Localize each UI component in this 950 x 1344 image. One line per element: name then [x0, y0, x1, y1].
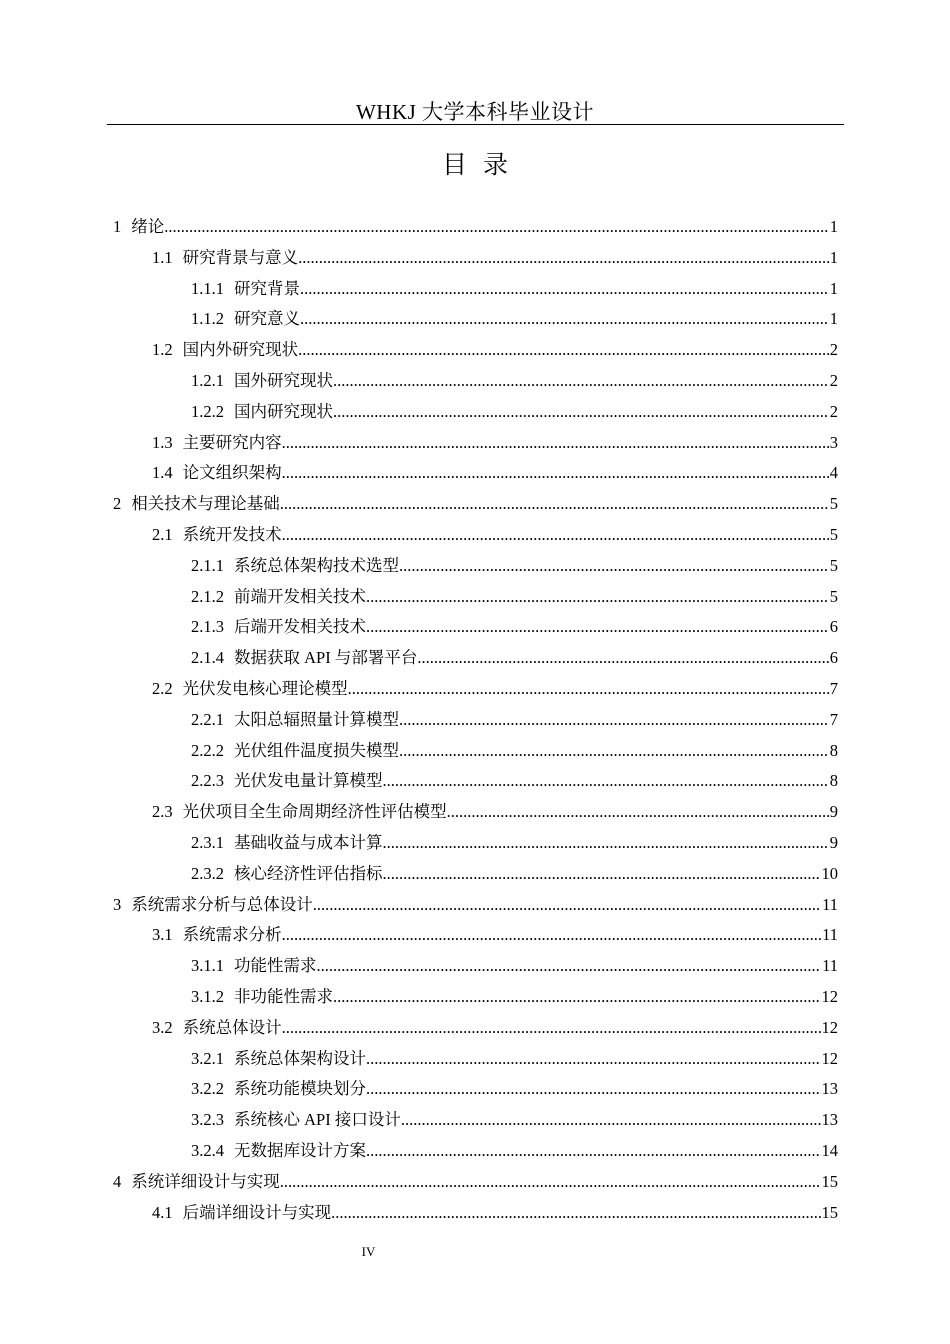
toc-entry-number: 3.2.4 [191, 1141, 224, 1160]
toc-entry-page: 15 [821, 1171, 838, 1191]
toc-entry[interactable] [191, 613, 838, 644]
toc-entry-number: 1.1.2 [191, 309, 224, 329]
toc-entry[interactable] [152, 244, 838, 275]
toc-entry-page: 13 [821, 1079, 838, 1099]
toc-entry-page: 13 [821, 1110, 838, 1130]
toc-entry[interactable] [191, 1106, 838, 1137]
toc-entry-page: 1 [829, 278, 838, 298]
toc-entry-page: 9 [829, 833, 838, 852]
toc-entry-number: 2.1.4 [191, 648, 224, 668]
toc-entry-title: 主要研究内容 [182, 432, 282, 452]
toc-entry-title: 研究意义 [234, 309, 300, 329]
toc-entry-page: 2 [829, 371, 838, 390]
toc-entry-number: 2 [113, 494, 122, 514]
toc-entry-title: 光伏发电量计算模型 [234, 771, 383, 791]
toc-entry[interactable] [191, 860, 838, 891]
toc-entry-title: 系统需求分析与总体设计 [131, 894, 313, 914]
toc-entry[interactable] [191, 737, 838, 768]
toc-entry-page: 8 [829, 771, 838, 791]
toc-entry[interactable] [113, 490, 838, 521]
toc-entry-title: 太阳总辐照量计算模型 [234, 709, 399, 729]
toc-entry-number: 2.2.1 [191, 709, 224, 729]
toc-entry[interactable] [152, 336, 838, 367]
toc-entry[interactable] [191, 952, 838, 983]
toc-entry[interactable] [191, 829, 838, 860]
toc-entry[interactable] [191, 644, 838, 675]
toc-leader-dots [282, 463, 829, 483]
toc-entry-number: 3.1.2 [191, 987, 224, 1006]
toc-entry-page: 5 [829, 586, 838, 606]
toc-entry-page: 5 [829, 494, 838, 514]
toc-entry-number: 3.2.1 [191, 1048, 224, 1068]
toc-entry-title: 系统总体设计 [182, 1017, 282, 1037]
toc-entry[interactable] [191, 552, 838, 583]
toc-entry-title: 相关技术与理论基础 [131, 494, 280, 514]
toc-entry-title: 系统开发技术 [182, 525, 282, 544]
toc-entry[interactable] [152, 1014, 838, 1045]
toc-entry-page: 11 [822, 956, 838, 976]
toc-leader-dots [383, 771, 829, 791]
toc-entry[interactable] [191, 1075, 838, 1106]
toc-leader-dots [399, 741, 829, 761]
toc-entry-title: 后端开发相关技术 [234, 617, 366, 637]
toc-entry-title: 光伏项目全生命周期经济性评估模型 [182, 802, 447, 822]
toc-leader-dots [282, 1018, 821, 1038]
toc-entry[interactable] [191, 983, 838, 1014]
toc-entry-page: 3 [829, 432, 838, 452]
toc-entry[interactable] [191, 305, 838, 336]
toc-entry-title: 系统功能模块划分 [234, 1079, 366, 1099]
toc-entry-title: 光伏发电核心理论模型 [182, 679, 348, 698]
toc-entry-number: 1.2.2 [191, 401, 224, 421]
toc-entry-page: 1 [829, 309, 838, 329]
toc-leader-dots [417, 648, 828, 668]
toc-entry-number: 4.1 [152, 1202, 173, 1222]
toc-entry-number: 3.1 [152, 925, 173, 945]
toc-entry[interactable] [152, 798, 838, 829]
toc-leader-dots [399, 710, 829, 730]
toc-entry[interactable] [152, 521, 838, 552]
toc-entry[interactable] [191, 275, 838, 306]
toc-entry-title: 系统总体架构设计 [234, 1048, 366, 1068]
toc-entry-title: 国内外研究现状 [182, 340, 299, 360]
toc-entry-title: 国外研究现状 [234, 371, 333, 390]
toc-leader-dots [366, 587, 829, 607]
toc-entry-number: 3.2.3 [191, 1110, 224, 1130]
toc-entry-title: 非功能性需求 [234, 987, 333, 1006]
header-rule [107, 124, 844, 125]
toc-entry[interactable] [113, 891, 838, 922]
toc-leader-dots [298, 248, 829, 268]
toc-entry-title: 核心经济性评估指标 [234, 863, 383, 883]
toc-entry-number: 1.2.1 [191, 371, 224, 390]
toc-leader-dots [383, 864, 821, 884]
toc-entry-number: 1.4 [152, 463, 173, 483]
toc-leader-dots [348, 679, 829, 699]
toc-entry-title: 绪论 [131, 217, 165, 236]
toc-entry-title: 研究背景与意义 [182, 247, 299, 267]
toc-entry-page: 5 [829, 525, 838, 544]
toc-entry[interactable] [113, 213, 838, 244]
page-number: IV [361, 1244, 376, 1259]
toc-entry-page: 2 [829, 340, 838, 360]
toc-leader-dots [282, 925, 821, 945]
toc-entry-page: 11 [822, 925, 838, 945]
toc-entry-number: 2.1.1 [191, 555, 224, 575]
toc-leader-dots [298, 340, 829, 360]
toc-entry-title: 光伏组件温度损失模型 [234, 740, 399, 760]
toc-entry-page: 1 [829, 247, 838, 267]
toc-entry-page: 15 [821, 1202, 838, 1222]
toc-leader-dots [399, 556, 829, 576]
toc-leader-dots [280, 494, 829, 514]
toc-entry-number: 1.1.1 [191, 278, 224, 298]
toc-entry[interactable] [191, 367, 838, 398]
toc-entry-title: 国内研究现状 [234, 401, 333, 421]
toc-entry[interactable] [152, 1199, 838, 1230]
toc-entry-page: 11 [822, 894, 838, 914]
toc-entry[interactable] [113, 1168, 838, 1199]
toc-entry-page: 5 [829, 555, 838, 575]
toc-entry-number: 3.2.2 [191, 1079, 224, 1099]
toc-entry-page: 12 [821, 987, 838, 1006]
toc-entry-number: 2.1 [152, 525, 173, 544]
toc-entry[interactable] [191, 398, 838, 429]
toc-entry-page: 14 [821, 1141, 838, 1160]
toc-entry[interactable] [191, 1137, 838, 1168]
toc-entry-page: 10 [821, 863, 838, 883]
toc-entry-page: 12 [821, 1017, 838, 1037]
toc-entry-title: 无数据库设计方案 [234, 1141, 366, 1160]
toc-entry-number: 1.3 [152, 432, 173, 452]
toc-leader-dots [280, 1172, 821, 1192]
toc-entry-page: 1 [829, 217, 838, 236]
toc-entry-title: 功能性需求 [234, 956, 317, 976]
toc-entry-page: 9 [829, 802, 838, 822]
toc-leader-dots [300, 309, 829, 329]
toc-entry-page: 7 [829, 679, 838, 698]
toc-entry[interactable] [191, 1045, 838, 1076]
toc-entry-title: 论文组织架构 [182, 463, 282, 483]
toc-entry-number: 3.2 [152, 1017, 173, 1037]
toc-leader-dots [333, 987, 821, 1007]
toc-leader-dots [401, 1110, 821, 1130]
toc-leader-dots [164, 217, 829, 237]
toc-entry-title: 前端开发相关技术 [234, 586, 366, 606]
toc-leader-dots [300, 279, 829, 299]
toc-leader-dots [366, 617, 829, 637]
toc-leader-dots [282, 433, 829, 453]
toc-leader-dots [333, 371, 829, 391]
toc-entry-number: 3.1.1 [191, 956, 224, 976]
toc-entry[interactable] [191, 583, 838, 614]
toc-leader-dots [366, 1079, 821, 1099]
toc-entry-number: 4 [113, 1171, 122, 1191]
toc-leader-dots [282, 525, 829, 545]
toc-entry-title: 系统核心 API 接口设计 [234, 1110, 401, 1130]
toc-entry-number: 1 [113, 217, 122, 236]
toc-entry-number: 2.3.1 [191, 833, 224, 852]
toc-entry-number: 1.1 [152, 247, 173, 267]
toc-leader-dots [366, 1141, 821, 1161]
toc-leader-dots [313, 895, 821, 915]
toc-leader-dots [317, 956, 822, 976]
toc-entry-page: 4 [829, 463, 838, 483]
toc-leader-dots [333, 402, 829, 422]
toc-entry-page: 8 [829, 740, 838, 760]
toc-entry[interactable] [152, 921, 838, 952]
toc-entry-title: 系统需求分析 [182, 925, 282, 945]
toc-entry-number: 1.2 [152, 340, 173, 360]
toc-leader-dots [447, 802, 829, 822]
toc-entry-number: 2.1.2 [191, 586, 224, 606]
toc-leader-dots [331, 1203, 820, 1223]
toc-entry-number: 2.2.3 [191, 771, 224, 791]
toc-entry-title: 系统总体架构技术选型 [234, 555, 399, 575]
toc-entry-number: 2.3.2 [191, 863, 224, 883]
toc-heading: 目录 [441, 152, 524, 179]
toc-leader-dots [366, 1049, 821, 1069]
toc-entry[interactable] [152, 675, 838, 706]
toc-entry-title: 数据获取 API 与部署平台 [234, 648, 418, 668]
toc-entry-page: 6 [829, 617, 838, 637]
toc-entry-title: 基础收益与成本计算 [234, 833, 383, 852]
toc-entry-page: 12 [821, 1048, 838, 1068]
toc-entry[interactable] [191, 767, 838, 798]
toc-entry-title: 系统详细设计与实现 [131, 1171, 280, 1191]
toc-entry-page: 2 [829, 401, 838, 421]
toc-entry-number: 2.3 [152, 802, 173, 822]
toc-entry-number: 2.1.3 [191, 617, 224, 637]
toc-leader-dots [383, 833, 829, 853]
toc-entry-title: 后端详细设计与实现 [182, 1202, 332, 1222]
toc-entry[interactable] [191, 706, 838, 737]
toc-entry-number: 2.2 [152, 679, 173, 698]
toc-entry[interactable] [152, 459, 838, 490]
toc-entry[interactable] [152, 429, 838, 460]
toc-entry-title: 研究背景 [234, 278, 300, 298]
header-title: WHKJ 大学本科毕业设计 [355, 100, 595, 124]
toc-entry-number: 2.2.2 [191, 740, 224, 760]
toc-entry-page: 6 [829, 648, 838, 668]
toc-entry-number: 3 [113, 894, 122, 914]
toc-entry-page: 7 [829, 709, 838, 729]
